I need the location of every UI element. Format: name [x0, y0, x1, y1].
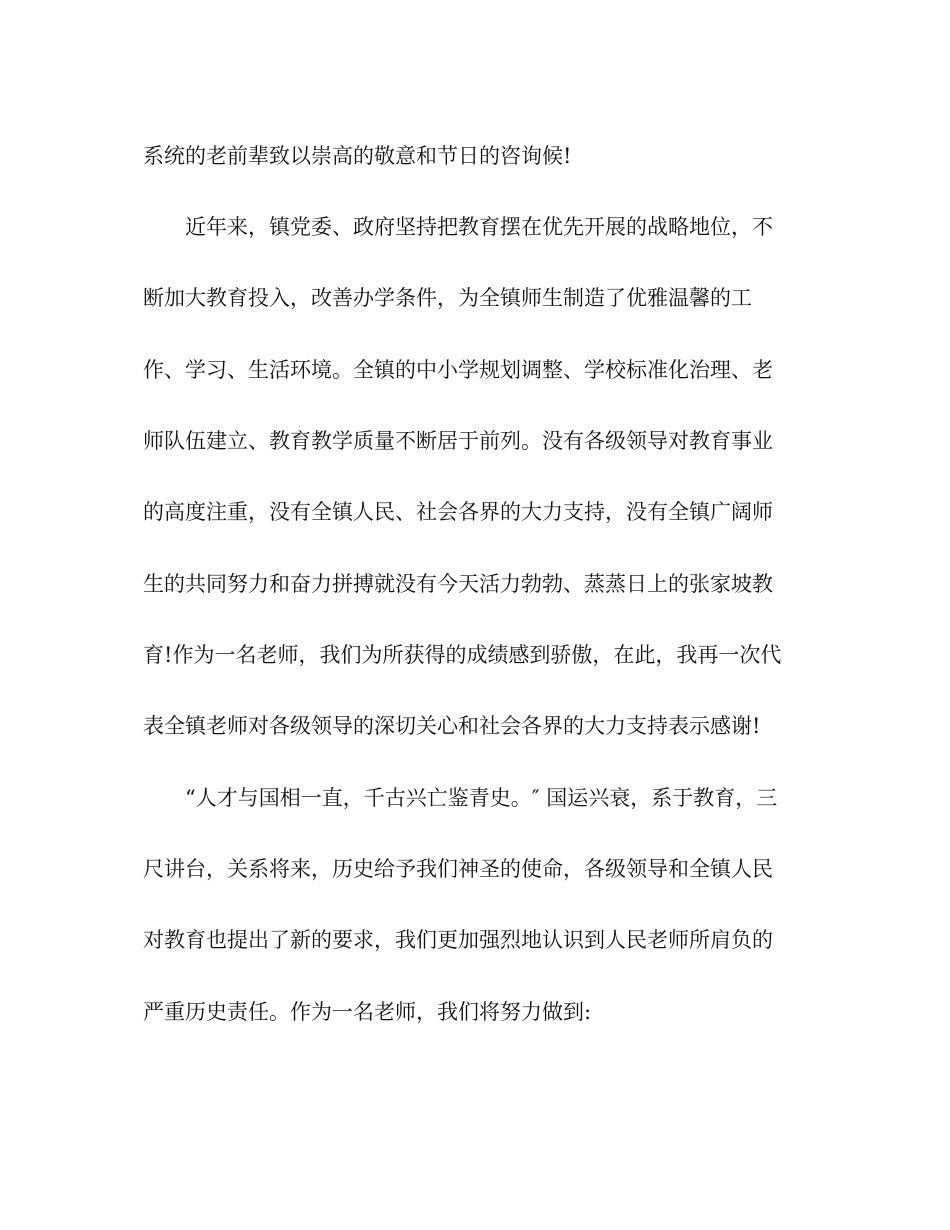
text-line: 表全镇老师对各级领导的深切关心和社会各界的大力支持表示感谢!	[143, 714, 761, 738]
paragraph-start-line: “人才与国相一直，千古兴亡鉴青史。″ 国运兴衰，系于教育，三	[185, 786, 778, 810]
text-line: 师队伍建立、教育教学质量不断居于前列。没有各级领导对教育事业	[143, 429, 773, 453]
text-line: 生的共同努力和奋力拼搏就没有今天活力勃勃、蒸蒸日上的张家坡教	[143, 572, 773, 596]
paragraph-start-line: 近年来，镇党委、政府坚持把教育摆在优先开展的战略地位，不	[185, 215, 773, 239]
text-line: 严重历史责任。作为一名老师，我们将努力做到:	[143, 1000, 592, 1024]
text-line: 系统的老前辈致以崇高的敬意和节日的咨询候!	[143, 144, 572, 168]
text-line: 对教育也提出了新的要求，我们更加强烈地认识到人民老师所肩负的	[143, 928, 773, 952]
text-line: 作、学习、生活环境。全镇的中小学规划调整、学校标准化治理、老	[143, 358, 773, 382]
text-line: 断加大教育投入，改善办学条件，为全镇师生制造了优雅温馨的工	[143, 286, 752, 310]
text-line: 育!作为一名老师，我们为所获得的成绩感到骄傲，在此，我再一次代	[143, 643, 782, 667]
text-line: 的高度注重，没有全镇人民、社会各界的大力支持，没有全镇广阔师	[143, 500, 773, 524]
text-line: 尺讲台，关系将来，历史给予我们神圣的使命，各级领导和全镇人民	[143, 857, 773, 881]
